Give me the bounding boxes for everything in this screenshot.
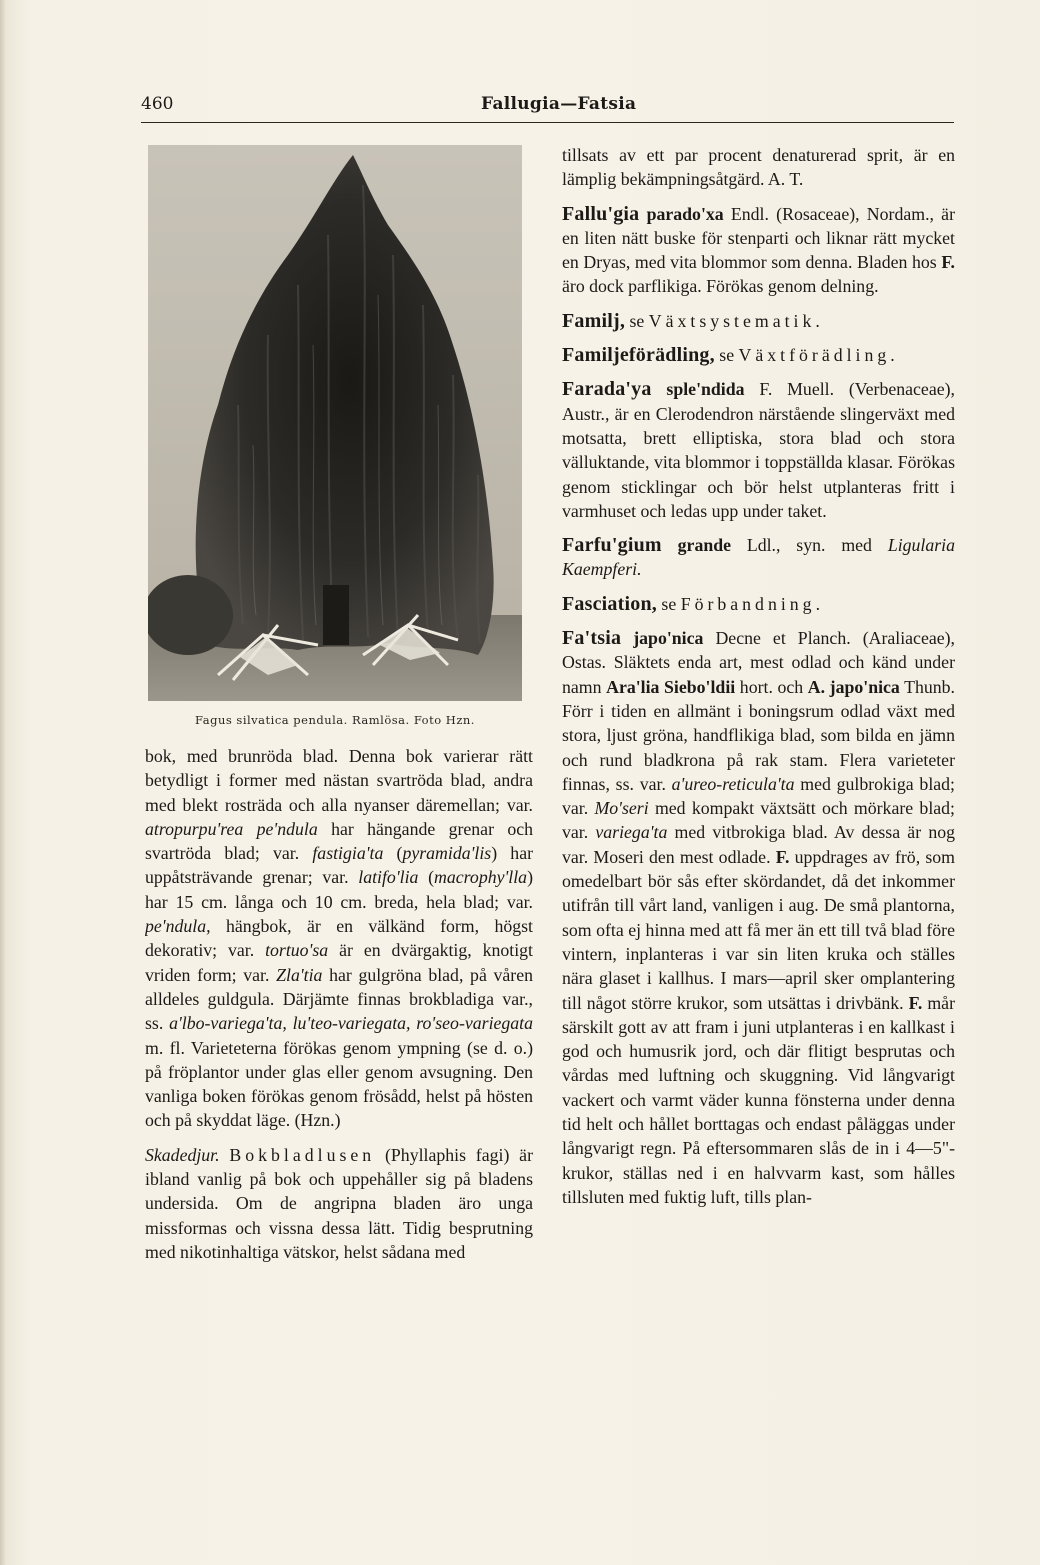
entry-familjeforadling: Familjeförädling, se Växtförädling. — [562, 344, 899, 367]
intro-continuation: tillsats av ett par procent denaturerad sprit, är en lämplig bekämpningsåtgärd. A. T. — [562, 145, 955, 190]
right-column — [562, 143, 955, 1408]
running-title: Fallugia—Fatsia — [481, 94, 637, 114]
entry-faradaya: Farada'ya sple'ndida F. Muell. (Verbenaceae), Austr., är en Clerodendron närstående slingerväxt med motsatta, brett elliptiska, stora blad och stora välluktande, vita blommor i toppställda klasar. Förökas genom sticklingar och bör helst utplanteras fritt i varmhuset och ledas upp under taket. — [562, 378, 955, 521]
left-column — [145, 744, 533, 1404]
header-rule — [141, 122, 954, 123]
entry-fallugia: Fallu'gia parado'xa Endl. (Rosaceae), Nordam., är en liten nätt buske för stenparti och liknar rätt mycket en Dryas, med vita blommor som denna. Bladen hos F. äro dock parflikiga. Förökas genom delning. — [562, 202, 955, 297]
entry-fasciation: Fasciation, se Förbandning. — [562, 592, 825, 615]
weeping-beech-photo — [148, 145, 522, 701]
binding-edge — [0, 0, 6, 1565]
pests-paragraph: Skadedjur. Bokbladlusen (Phyllaphis fagi) är ibland vanlig på bok och uppehåller sig på bladens undersida. Om de angripna bladen äro unga missformas och vissna dessa lätt. Tidig besprutning med nikotinhaltiga vätskor, helst sådana med — [145, 1144, 533, 1262]
page-number: 460 — [141, 94, 174, 114]
entry-fatsia: Fa'tsia japo'nica Decne et Planch. (Araliaceae), Ostas. Släktets enda art, mest odlad och känd under namn Ara'lia Siebo'ldii hort. och A. japo'nica Thunb. Förr i tiden en allmänt i boningsrum odlad växt med stora, ljust gröna, handflikiga blad, som bilda en jämn och rund bladkrona på rak stam. Flera varieteter finnas, ss. var. a'ureo-reticula'ta med gulbrokiga blad; var. Mo'seri med kompakt växtsätt och mörkare blad; var. variega'ta med vitbrokiga blad. Av dessa är nog var. Moseri den mest odlade. F. uppdrages av frö, som omedelbart bör sås efter skördandet, då det inkommer utifrån till vårt land, vanligen i aug. De små plantorna, som ofta ej hinna med att få mer än ett till två blad före vintern, inplanteras i var sin liten kruka och ställes nära glaset i kallhus. I mars—april sker omplantering till något större krukor, som utsättas i drivbänk. F. mår särskilt gott av att fram i juni utplanteras i en kallkast i god och humusrik jord, och där flitigt besprutas och vårdas med luftning och skuggning. Vid långvarigt vackert och varmt väder kunna fönsterna under denna tid helt och hållet borttagas och endast påläggas under långvarigt regn. På eftersommaren slås de in i 4—5"-krukor, ställas ned i en halvvarm kast, som hålles tillsluten med fuktig luft, tills plan- — [562, 627, 955, 1207]
entry-farfugium: Farfu'gium grande Ldl., syn. med Ligularia Kaempferi. — [562, 534, 955, 580]
page-header — [141, 92, 954, 126]
entry-familj: Familj, se Växtsystematik. — [562, 309, 824, 332]
photo-illustration — [148, 145, 522, 701]
figure-caption: Fagus silvatica pendula. Ramlösa. Foto Hzn. — [195, 713, 475, 727]
beech-varieties-paragraph: bok, med brunröda blad. Denna bok varierar rätt betydligt i former med nästan svartröda blad, andra med blekt rosträda och alla nyanser däremellan; var. atropurpu'rea pe'ndula har hängande grenar och svartröda blad; var. fastigia'ta (pyramida'lis) har uppåtsträvande grenar; var. latifo'lia (macrophy'lla) har 15 cm. långa och 10 cm. breda, hela blad; var. pe'ndula, hängbok, är en välkänd form, högst dekorativ; var. tortuo'sa är en dvärgaktig, knotigt vriden form; var. Zla'tia har gulgröna blad, på våren alldeles guldgula. Därjämte finnas brokbladiga var., ss. a'lbo-variega'ta, lu'teo-variegata, ro'seo-variegata m. fl. Varieteterna förökas genom ympning (se d. o.) på fröplantor under glas eller genom avsugning. Den vanliga boken förökas genom frösådd, helst på hösten och på skyddat läge. (Hzn.) — [145, 746, 533, 1131]
